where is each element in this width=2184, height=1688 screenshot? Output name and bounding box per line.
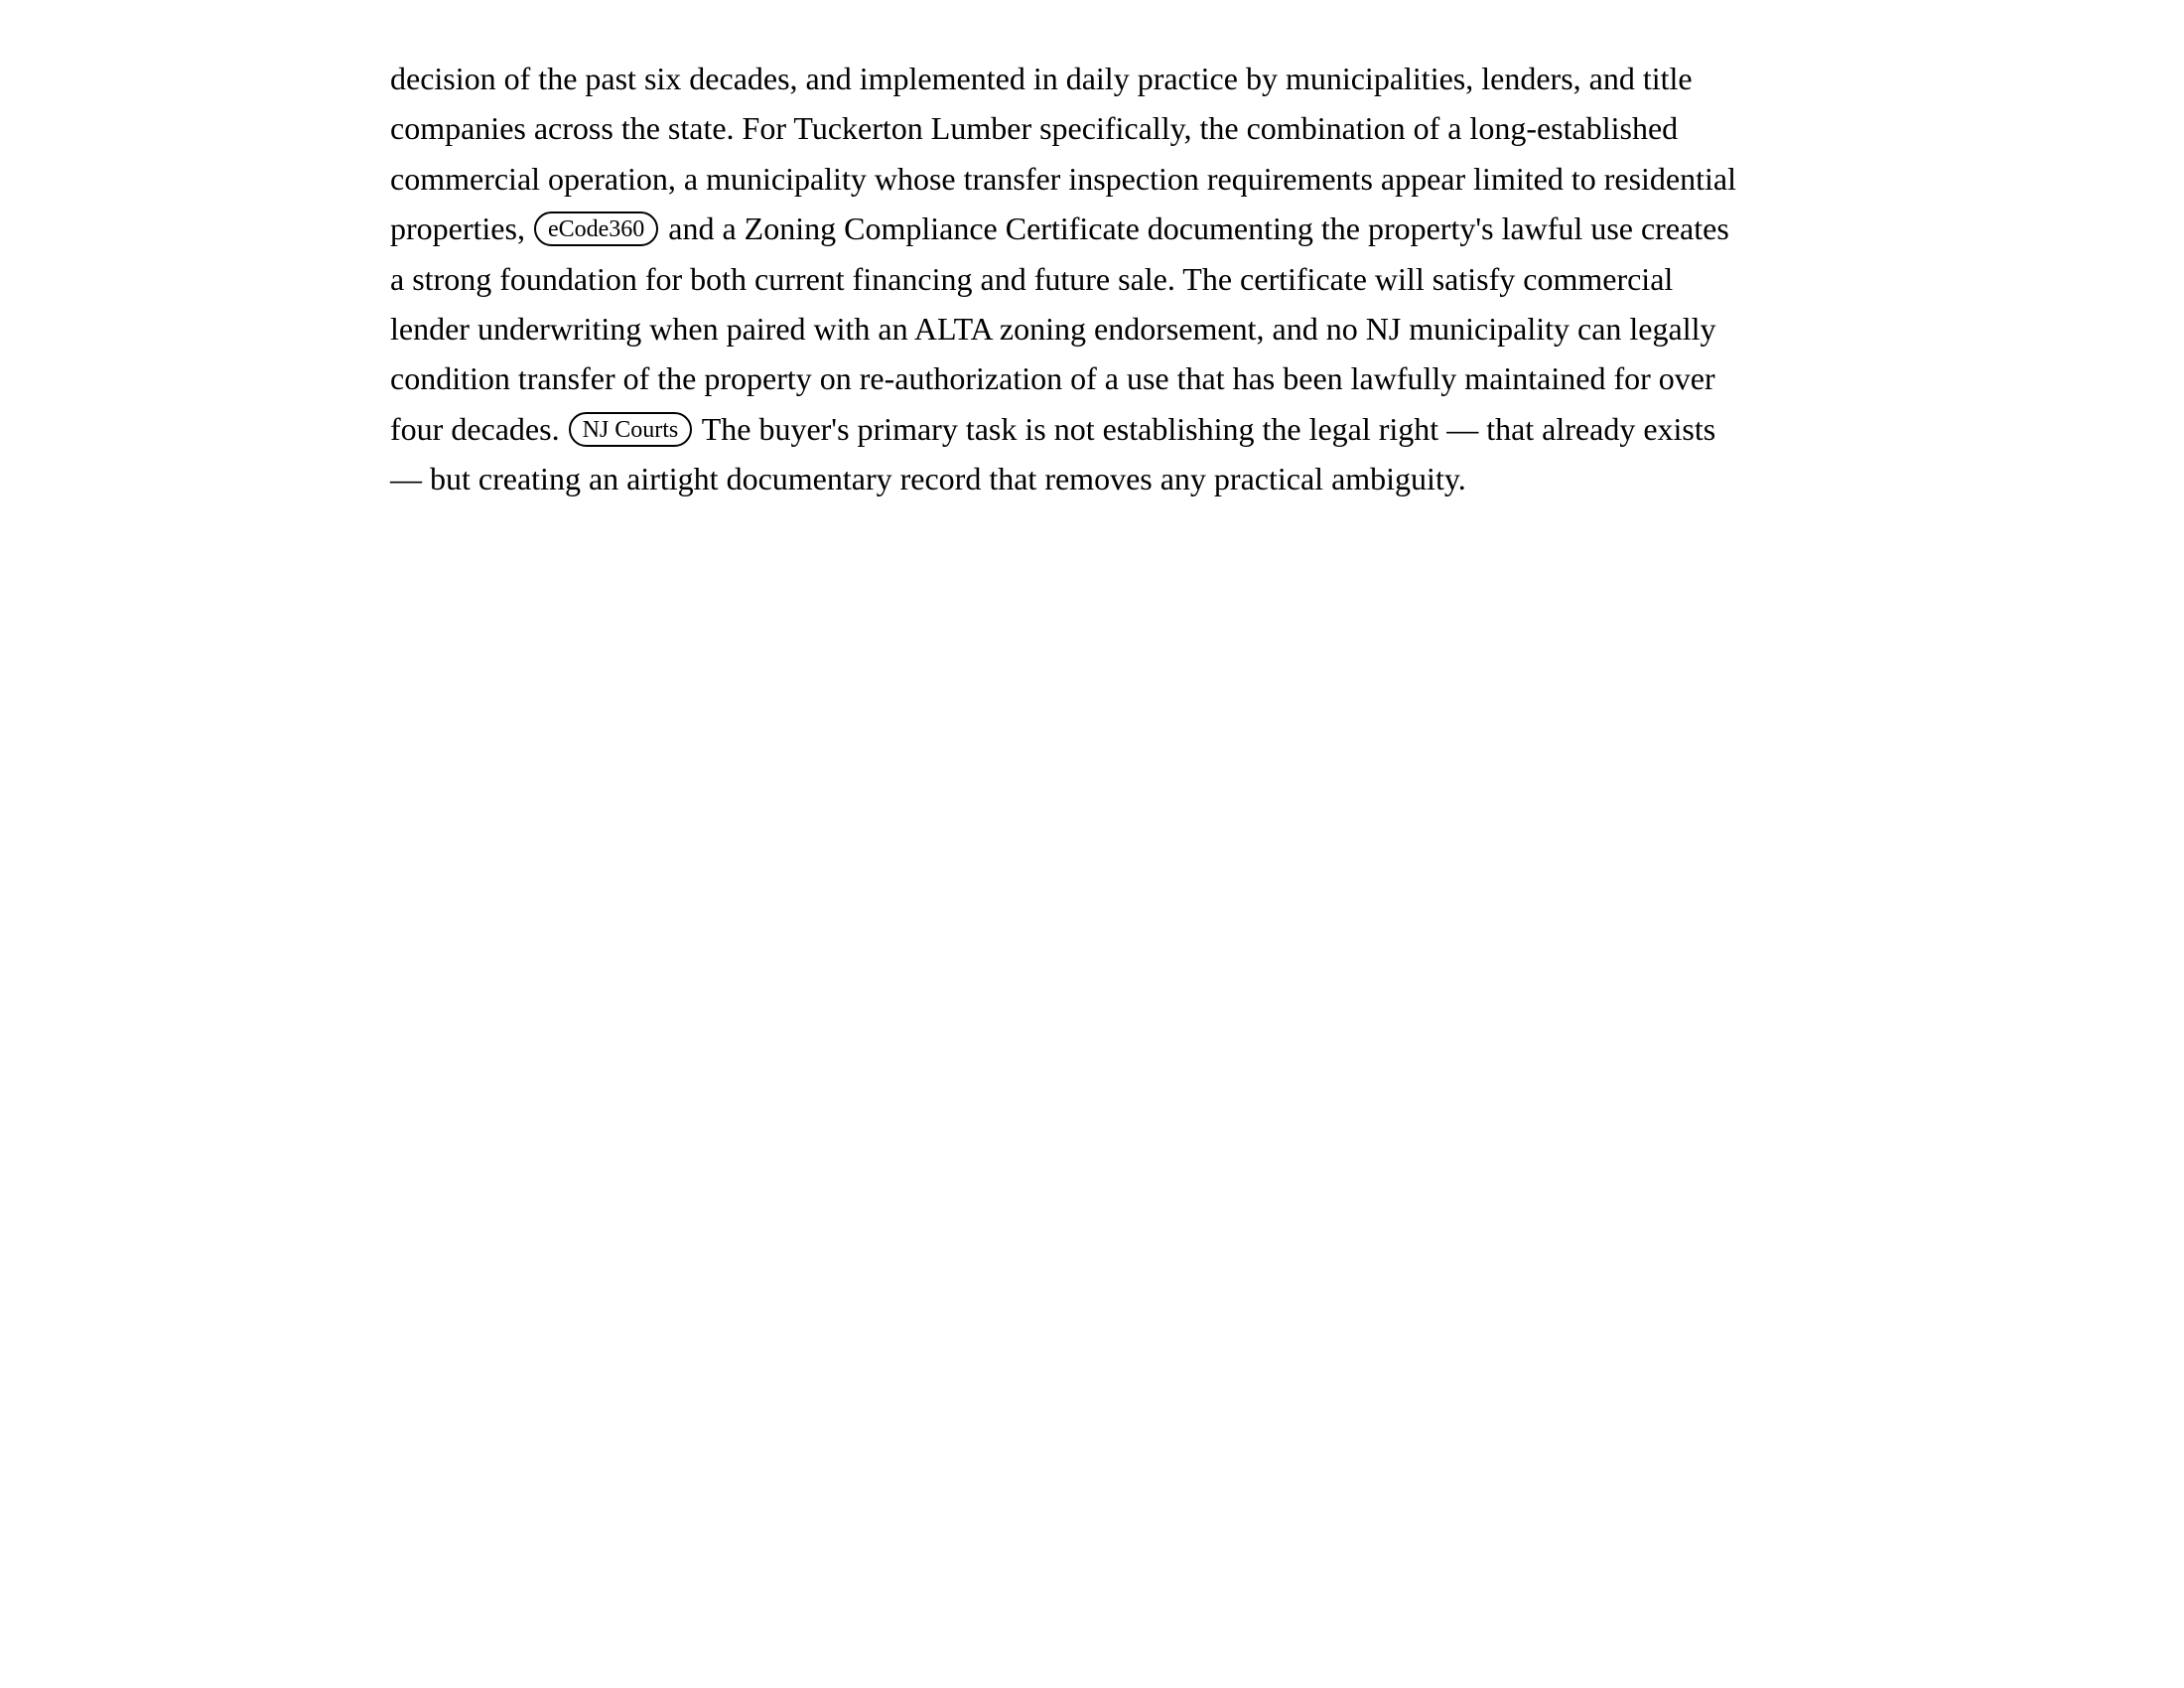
body-paragraph: [390, 54, 1820, 504]
text-line: condition transfer of the property on re-authorization of a use that has been lawfully maintained for over: [390, 360, 1715, 397]
text-line: — but creating an airtight documentary record that removes any practical ambiguity.: [390, 461, 1466, 497]
text-line: lender underwriting when paired with an ALTA zoning endorsement, and no NJ municipality can legally: [390, 310, 1716, 347]
text-segment: and a Zoning Compliance Certificate documenting the property's lawful use creates: [668, 211, 1729, 247]
text-segment: four decades.: [390, 410, 560, 447]
citation-ecode360-link[interactable]: eCode360: [534, 211, 658, 246]
text-line: commercial operation, a municipality whose transfer inspection requirements appear limited to residential: [390, 160, 1736, 197]
text-line: decision of the past six decades, and implemented in daily practice by municipalities, lenders, and title: [390, 61, 1693, 96]
text-line: [390, 404, 1820, 454]
text-line: a strong foundation for both current financing and future sale. The certificate will satisfy commercial: [390, 260, 1674, 297]
citation-nj-courts-link[interactable]: NJ Courts: [569, 412, 693, 447]
text-line: [390, 204, 1820, 253]
text-segment: properties,: [390, 211, 525, 247]
text-segment: The buyer's primary task is not establishing the legal right — that already exists: [701, 410, 1716, 447]
text-line: companies across the state. For Tuckerton Lumber specifically, the combination of a long-established: [390, 110, 1679, 147]
